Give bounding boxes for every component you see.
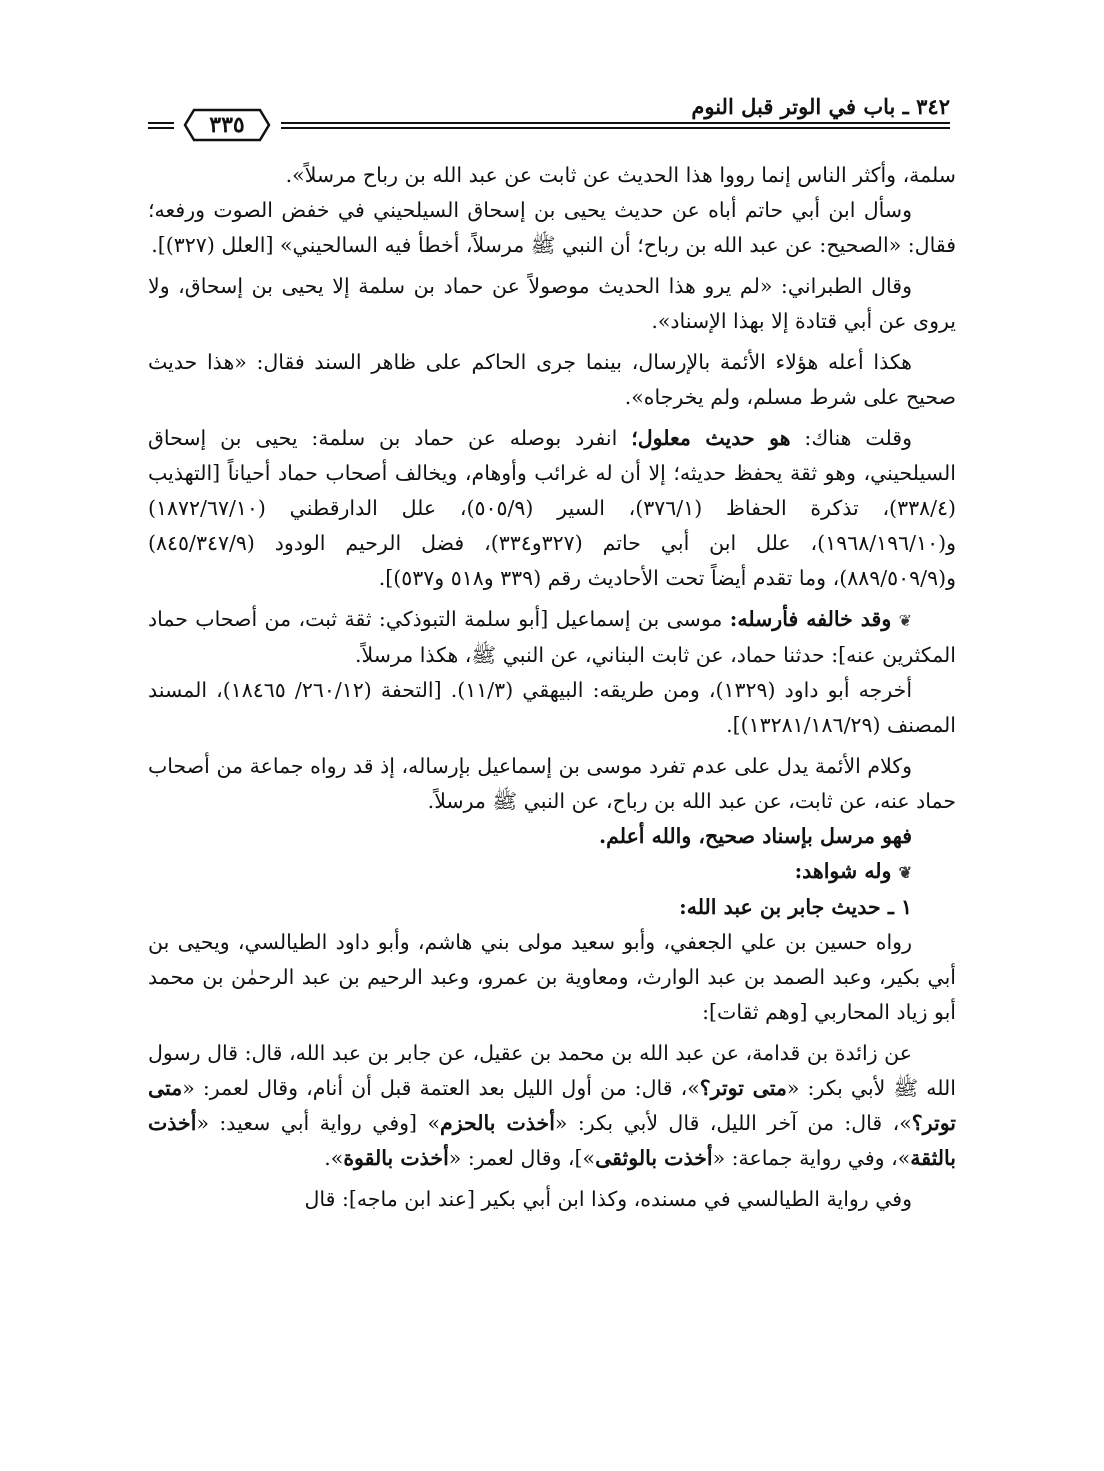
- text-run: »، قال: من آخر الليل، قال لأبي بكر: «: [554, 1111, 912, 1135]
- text-run: موسى بن إسماعيل [أبو سلمة التبوذكي: ثقة ثبت، من أصحاب حماد المكثرين عنه]: حدثنا حماد، عن ثابت البناني، عن النبي ﷺ، هكذا مرسلاً.: [148, 607, 956, 667]
- bold-phrase: أخذت بالوثقى: [595, 1146, 713, 1170]
- paragraph: وقال الطبراني: «لم يرو هذا الحديث موصولاً عن حماد بن سلمة إلا يحيى بن إسحاق، ولا يروى عن أبي قتادة إلا بهذا الإسناد».: [148, 274, 956, 333]
- bold-phrase: متى توتر؟: [699, 1076, 787, 1100]
- paragraph: [148, 1036, 956, 1176]
- text-run: وله شواهد:: [794, 859, 892, 883]
- header-rule: [281, 127, 950, 129]
- paragraph: رواه حسين بن علي الجعفي، وأبو سعيد مولى بني هاشم، وأبو داود الطيالسي، ويحيى بن أبي بكير، وعبد الصمد بن عبد الوارث، ومعاوية بن عمرو، وعبد الرحيم بن عبد الرحمٰن بن محمد أبو زياد المحاربي [وهم ثقات]:: [148, 930, 956, 1024]
- bold-phrase: وقد خالفه فأرسله:: [729, 607, 892, 631]
- text-run: ».: [324, 1146, 344, 1170]
- leaf-icon: ❦: [898, 863, 912, 882]
- text-run: وقلت هناك:: [790, 426, 912, 450]
- paragraph: [148, 602, 956, 673]
- main-text: [148, 158, 956, 1217]
- paragraph: [148, 421, 956, 596]
- header-rule: [148, 122, 174, 124]
- bold-phrase: متى توتر؟: [148, 1076, 956, 1135]
- paragraph: وكلام الأئمة يدل على عدم تفرد موسى بن إسماعيل بإرساله، إذ قد رواه جماعة من أصحاب حماد عنه، عن ثابت، عن عبد الله بن رباح، عن النبي ﷺ مرسلاً.: [148, 754, 956, 813]
- text-run: »]، وقال لعمر: «: [448, 1146, 596, 1170]
- header-rule: [148, 127, 174, 129]
- chapter-title: ٣٤٢ ـ باب في الوتر قبل النوم: [691, 94, 950, 119]
- text-run: انفرد بوصله عن حماد بن سلمة: يحيى بن إسحاق السيلحيني، وهو ثقة يحفظ حديثه؛ إلا أن له غرائب وأوهام، ويخالف أصحاب حماد أحياناً [التهذيب (٣٣٨/٤)، تذكرة الحفاظ (٣٧٦/١)، السير (٥٠٥/٩)، علل الدارقطني (١٨٧٢/٦٧/١٠) و(١٩٦٨/١٩٦/١٠)، علل ابن أبي حاتم (٣٢٧و٣٣٤)، فضل الرحيم الودود (٨٤٥/٣٤٧/٩) و(٨٨٩/٥٠٩/٩)، وما تقدم أيضاً تحت الأحاديث رقم (٣٣٩ و٥١٨ و٥٣٧)].: [148, 426, 957, 590]
- text-run: »، وفي رواية جماعة: «: [712, 1146, 911, 1170]
- paragraph: وسأل ابن أبي حاتم أباه عن حديث يحيى بن إسحاق السيلحيني في خفض الصوت ورفعه؛ فقال: «الصحيح: عن عبد الله بن رباح؛ أن النبي ﷺ مرسلاً، أخطأ فيه السالحيني» [العلل (٣٢٧)].: [148, 198, 956, 257]
- page-number: ٣٣٥: [209, 112, 245, 138]
- paragraph: أخرجه أبو داود (١٣٢٩)، ومن طريقه: البيهقي (١١/٣). [التحفة (٢٦٠/١٢/ ١٨٤٦٥)، المسند المصنف (١٣٢٨١/١٨٦/٢٩)].: [148, 678, 956, 737]
- bold-phrase: أخذت بالثقة: [148, 1111, 956, 1170]
- paragraph: [148, 854, 956, 890]
- text-run: »، قال: من أول الليل بعد العتمة قبل أن أنام، وقال لعمر: «: [182, 1076, 700, 1100]
- leaf-icon: ❦: [898, 611, 912, 630]
- paragraph: وفي رواية الطيالسي في مسنده، وكذا ابن أبي بكير [عند ابن ماجه]: قال: [304, 1187, 912, 1211]
- bold-phrase: أخذت بالقوة: [343, 1146, 449, 1170]
- paragraph: فهو مرسل بإسناد صحيح، والله أعلم.: [599, 824, 912, 848]
- page-header: [148, 90, 950, 150]
- header-rule: [281, 122, 950, 124]
- section-heading: ١ ـ حديث جابر بن عبد الله:: [679, 895, 912, 919]
- text-run: عن زائدة بن قدامة، عن عبد الله بن محمد بن عقيل، عن جابر بن عبد الله، قال: قال رسول الله ﷺ لأبي بكر: «: [148, 1041, 956, 1100]
- text-run: » [وفي رواية أبي سعيد: «: [196, 1111, 440, 1135]
- paragraph: هكذا أعله هؤلاء الأئمة بالإرسال، بينما جرى الحاكم على ظاهر السند فقال: «هذا حديث صحيح على شرط مسلم، ولم يخرجاه».: [148, 350, 956, 409]
- bold-phrase: هو حديث معلول؛: [631, 426, 791, 450]
- paragraph: سلمة، وأكثر الناس إنما رووا هذا الحديث عن ثابت عن عبد الله بن رباح مرسلاً».: [285, 163, 956, 187]
- page-number-badge: [182, 107, 272, 143]
- bold-phrase: أخذت بالحزم: [440, 1111, 555, 1135]
